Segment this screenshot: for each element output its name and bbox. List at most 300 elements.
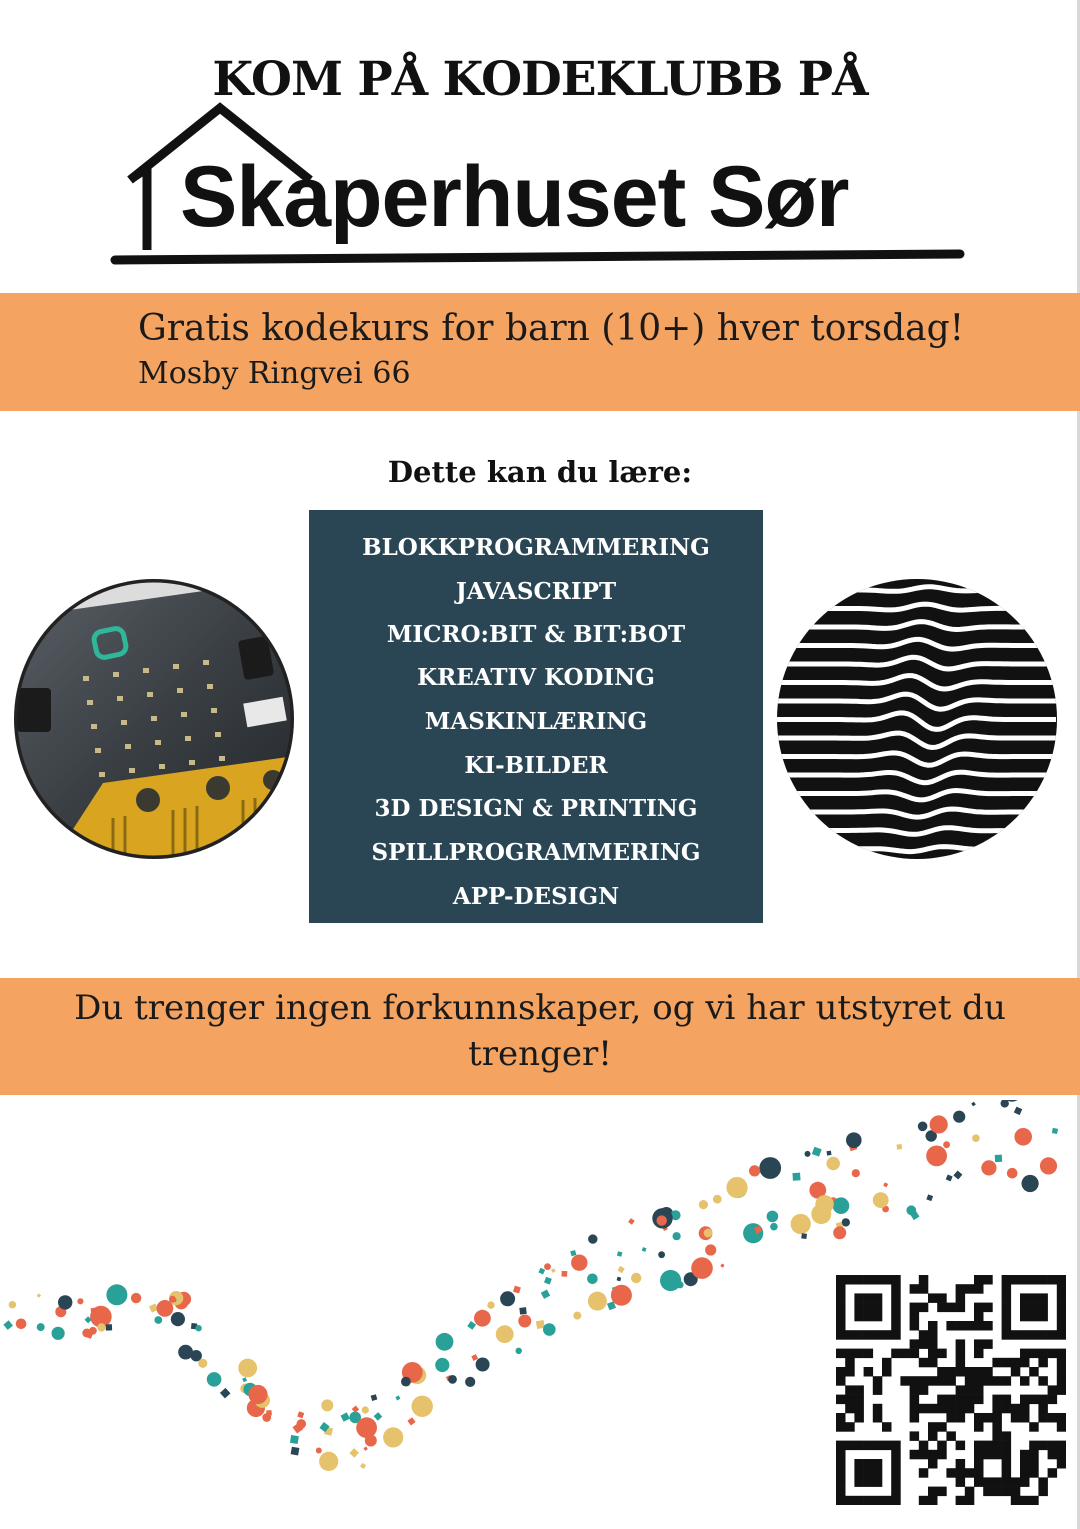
qr-module	[1002, 1293, 1012, 1303]
qr-module	[1002, 1468, 1012, 1478]
qr-module	[854, 1275, 864, 1285]
qr-module	[946, 1321, 956, 1331]
confetti-dot	[9, 1301, 16, 1308]
confetti-dot	[538, 1268, 545, 1275]
confetti-dot	[1022, 1175, 1039, 1192]
qr-module	[919, 1376, 929, 1386]
logo-name: Skaperhuset Sør	[180, 149, 849, 245]
qr-module	[956, 1468, 966, 1478]
confetti-dot	[1040, 1157, 1057, 1174]
confetti-dot	[496, 1325, 514, 1343]
headline: KOM PÅ KODEKLUBB PÅ	[212, 52, 868, 107]
qr-module	[1011, 1496, 1021, 1505]
qr-module	[836, 1477, 846, 1487]
qr-module	[1002, 1487, 1012, 1497]
qr-module	[919, 1496, 929, 1505]
qr-code[interactable]	[836, 1275, 1066, 1505]
qr-module	[836, 1413, 846, 1423]
qr-module	[1029, 1330, 1039, 1340]
confetti-dot	[617, 1251, 622, 1256]
qr-module	[1029, 1422, 1039, 1432]
confetti-dot	[926, 1194, 933, 1201]
qr-module	[910, 1284, 920, 1294]
qr-module	[882, 1358, 892, 1368]
confetti-dot	[297, 1411, 304, 1418]
qr-module	[873, 1468, 883, 1478]
qr-module	[1020, 1450, 1030, 1460]
qr-module	[891, 1487, 901, 1497]
confetti-dot	[573, 1312, 581, 1320]
qr-module	[836, 1376, 846, 1386]
qr-module	[1038, 1477, 1048, 1487]
qr-module	[983, 1413, 993, 1423]
qr-module	[854, 1293, 864, 1303]
qr-module	[946, 1468, 956, 1478]
qr-module	[937, 1376, 947, 1386]
qr-module	[882, 1330, 892, 1340]
qr-module	[1029, 1293, 1039, 1303]
qr-module	[965, 1284, 975, 1294]
qr-module	[1020, 1468, 1030, 1478]
confetti-dot	[1014, 1107, 1023, 1116]
qr-module	[845, 1358, 855, 1368]
confetti-dot	[412, 1396, 433, 1417]
qr-module	[1057, 1450, 1066, 1460]
qr-module	[974, 1303, 984, 1313]
qr-module	[873, 1385, 883, 1395]
qr-module	[992, 1395, 1002, 1405]
qr-module	[1011, 1367, 1021, 1377]
qr-module	[891, 1441, 901, 1451]
qr-module	[873, 1275, 883, 1285]
confetti-dot	[401, 1377, 411, 1387]
qr-module	[1038, 1413, 1048, 1423]
qr-module	[1020, 1477, 1030, 1487]
qr-module	[1038, 1441, 1048, 1451]
confetti-dot	[198, 1359, 207, 1368]
qr-module	[836, 1349, 846, 1359]
qr-module	[1048, 1450, 1058, 1460]
confetti-dot	[846, 1132, 862, 1148]
qr-module	[836, 1275, 846, 1285]
qr-module	[882, 1367, 892, 1377]
qr-module	[1020, 1349, 1030, 1359]
qr-module	[1029, 1303, 1039, 1313]
confetti-dot	[797, 1226, 803, 1232]
qr-module	[983, 1441, 993, 1451]
qr-module	[956, 1477, 966, 1487]
qr-module	[854, 1496, 864, 1505]
qr-module	[900, 1376, 910, 1386]
confetti-dot	[658, 1251, 665, 1258]
qr-module	[845, 1275, 855, 1285]
confetti-dot	[37, 1323, 45, 1331]
qr-module	[974, 1477, 984, 1487]
qr-module	[864, 1293, 874, 1303]
qr-module	[854, 1330, 864, 1340]
confetti-dot	[37, 1293, 41, 1297]
qr-module	[992, 1431, 1002, 1441]
confetti-dot	[356, 1417, 377, 1438]
qr-module	[1002, 1312, 1012, 1322]
qr-module	[845, 1404, 855, 1414]
qr-module	[1020, 1275, 1030, 1285]
confetti-dot	[1007, 1168, 1018, 1179]
qr-module	[891, 1303, 901, 1313]
qr-module	[1048, 1395, 1058, 1405]
qr-module	[1038, 1487, 1048, 1497]
qr-module	[1057, 1367, 1066, 1377]
wave-line	[776, 587, 1056, 592]
qr-module	[983, 1321, 993, 1331]
qr-module	[1020, 1395, 1030, 1405]
qr-module	[974, 1367, 984, 1377]
qr-module	[946, 1395, 956, 1405]
qr-module	[873, 1312, 883, 1322]
qr-module	[928, 1293, 938, 1303]
qr-module	[1020, 1376, 1030, 1386]
qr-module	[836, 1441, 846, 1451]
qr-module	[956, 1441, 966, 1451]
qr-module	[919, 1339, 929, 1349]
qr-module	[910, 1431, 920, 1441]
qr-module	[854, 1413, 864, 1423]
qr-module	[974, 1468, 984, 1478]
qr-module	[1048, 1385, 1058, 1395]
qr-module	[836, 1321, 846, 1331]
confetti-dot	[918, 1122, 928, 1132]
confetti-dot	[500, 1291, 515, 1306]
qr-module	[928, 1487, 938, 1497]
confetti-dot	[360, 1463, 366, 1469]
qr-module	[983, 1367, 993, 1377]
confetti-dot	[926, 1146, 947, 1167]
qr-module	[882, 1422, 892, 1432]
qr-module	[974, 1312, 984, 1322]
qr-module	[928, 1330, 938, 1340]
qr-module	[919, 1303, 929, 1313]
confetti-dot	[660, 1270, 681, 1291]
qr-module	[891, 1496, 901, 1505]
qr-module	[864, 1303, 874, 1313]
qr-module	[910, 1385, 920, 1395]
qr-module	[919, 1441, 929, 1451]
confetti-dot	[266, 1410, 272, 1416]
qr-module	[1038, 1404, 1048, 1414]
qr-module	[1057, 1293, 1066, 1303]
confetti-dot	[897, 1144, 903, 1150]
confetti-dot	[476, 1358, 490, 1372]
qr-module	[864, 1367, 874, 1377]
qr-module	[983, 1275, 993, 1285]
qr-module	[836, 1330, 846, 1340]
qr-module	[1057, 1275, 1066, 1285]
confetti-dot	[826, 1151, 831, 1156]
qr-module	[937, 1367, 947, 1377]
qr-module	[1020, 1330, 1030, 1340]
confetti-dot	[812, 1147, 822, 1157]
qr-module	[873, 1496, 883, 1505]
confetti-dot	[981, 1160, 996, 1175]
qr-module	[928, 1431, 938, 1441]
qr-module	[956, 1284, 966, 1294]
qr-module	[1002, 1376, 1012, 1386]
topic-item: 3D DESIGN & PRINTING	[374, 795, 698, 822]
topic-item: KREATIV KODING	[417, 664, 655, 691]
qr-module	[1057, 1376, 1066, 1386]
qr-module	[956, 1321, 966, 1331]
confetti-dot	[362, 1406, 369, 1413]
confetti-dot	[571, 1255, 587, 1271]
qr-module	[974, 1349, 984, 1359]
qr-module	[891, 1284, 901, 1294]
qr-module	[937, 1487, 947, 1497]
qr-module	[1020, 1459, 1030, 1469]
qr-module	[836, 1367, 846, 1377]
qr-module	[1002, 1321, 1012, 1331]
confetti-dot	[467, 1321, 476, 1330]
confetti-dot	[541, 1289, 550, 1298]
qr-module	[836, 1496, 846, 1505]
qr-module	[1057, 1358, 1066, 1368]
qr-module	[836, 1450, 846, 1460]
confetti-dot	[171, 1312, 185, 1326]
qr-module	[891, 1321, 901, 1331]
qr-module	[1048, 1468, 1058, 1478]
confetti-dot	[883, 1182, 888, 1187]
confetti-dot	[238, 1359, 257, 1378]
qr-module	[864, 1459, 874, 1469]
qr-module	[891, 1459, 901, 1469]
confetti-dot	[319, 1452, 338, 1471]
qr-module	[864, 1312, 874, 1322]
qr-module	[845, 1395, 855, 1405]
qr-module	[836, 1312, 846, 1322]
confetti-dot	[726, 1177, 747, 1198]
qr-module	[1038, 1303, 1048, 1313]
qr-module	[891, 1349, 901, 1359]
confetti-dot	[340, 1412, 349, 1421]
confetti-dot	[833, 1197, 850, 1214]
qr-module	[1020, 1312, 1030, 1322]
confetti-dot	[588, 1292, 607, 1311]
qr-module	[1029, 1367, 1039, 1377]
confetti-dot	[587, 1274, 598, 1285]
confetti-dot	[290, 1435, 299, 1444]
qr-module	[845, 1441, 855, 1451]
confetti-dot	[792, 1173, 800, 1181]
confetti-dot	[551, 1268, 556, 1273]
confetti-dot	[544, 1263, 551, 1270]
confetti-dot	[242, 1377, 247, 1382]
confetti-dot	[673, 1232, 681, 1240]
qr-module	[1002, 1477, 1012, 1487]
confetti-dot	[699, 1200, 708, 1209]
wave-lines-circle	[776, 578, 1058, 860]
confetti-dot	[946, 1175, 953, 1182]
qr-module	[873, 1303, 883, 1313]
qr-module	[910, 1303, 920, 1313]
qr-module	[974, 1413, 984, 1423]
confetti-dot	[972, 1134, 980, 1142]
qr-module	[864, 1496, 874, 1505]
qr-module	[864, 1441, 874, 1451]
qr-module	[1048, 1441, 1058, 1451]
qr-module	[919, 1468, 929, 1478]
qr-module	[1011, 1477, 1021, 1487]
confetti-dot	[207, 1372, 222, 1387]
confetti-dot	[474, 1310, 491, 1327]
confetti-dot	[291, 1447, 300, 1456]
qr-module	[1048, 1275, 1058, 1285]
confetti-dot	[906, 1205, 916, 1215]
qr-module	[1057, 1321, 1066, 1331]
qr-module	[1057, 1413, 1066, 1423]
topic-item: BLOKKPROGRAMMERING	[362, 534, 710, 561]
confetti-dot	[713, 1195, 722, 1204]
qr-module	[891, 1477, 901, 1487]
confetti-dot	[570, 1250, 576, 1256]
confetti-dot	[770, 1223, 778, 1231]
qr-module	[965, 1496, 975, 1505]
confetti-dot	[3, 1320, 13, 1330]
confetti-dot	[617, 1277, 622, 1282]
qr-module	[1038, 1376, 1048, 1386]
qr-module	[928, 1321, 938, 1331]
qr-module	[854, 1477, 864, 1487]
qr-module	[864, 1468, 874, 1478]
qr-module	[1002, 1459, 1012, 1469]
qr-module	[992, 1450, 1002, 1460]
qr-module	[937, 1422, 947, 1432]
qr-module	[965, 1376, 975, 1386]
qr-module	[910, 1312, 920, 1322]
qr-module	[854, 1468, 864, 1478]
qr-module	[928, 1404, 938, 1414]
topic-item: MASKINLÆRING	[424, 708, 648, 735]
qr-module	[992, 1487, 1002, 1497]
qr-module	[956, 1459, 966, 1469]
qr-module	[1002, 1395, 1012, 1405]
qr-module	[965, 1468, 975, 1478]
qr-module	[873, 1376, 883, 1386]
qr-module	[992, 1376, 1002, 1386]
qr-module	[1038, 1395, 1048, 1405]
qr-module	[919, 1358, 929, 1368]
confetti-dot	[677, 1281, 684, 1288]
qr-module	[910, 1376, 920, 1386]
qr-module	[1002, 1275, 1012, 1285]
confetti-dot	[371, 1394, 378, 1401]
qr-module	[974, 1376, 984, 1386]
qr-module	[1057, 1303, 1066, 1313]
confetti-dot	[852, 1169, 860, 1177]
qr-module	[946, 1431, 956, 1441]
confetti-dot	[321, 1399, 333, 1411]
qr-module	[1020, 1293, 1030, 1303]
qr-module	[882, 1496, 892, 1505]
microbit-board-photo	[13, 578, 295, 860]
info-main-text: Gratis kodekurs for barn (10+) hver torsdag!	[138, 308, 965, 349]
confetti-dot	[617, 1266, 624, 1273]
qr-module	[836, 1487, 846, 1497]
qr-module	[937, 1349, 947, 1359]
qr-module	[956, 1385, 966, 1395]
qr-module	[845, 1330, 855, 1340]
qr-module	[1020, 1404, 1030, 1414]
info-address: Mosby Ringvei 66	[138, 356, 411, 391]
confetti-dot	[628, 1218, 635, 1225]
qr-module	[854, 1404, 864, 1414]
qr-module	[965, 1321, 975, 1331]
qr-module	[1029, 1468, 1039, 1478]
qr-module	[1057, 1422, 1066, 1432]
qr-module	[1002, 1303, 1012, 1313]
qr-module	[1029, 1395, 1039, 1405]
topic-item: SPILLPROGRAMMERING	[371, 839, 701, 866]
qr-module	[845, 1367, 855, 1377]
qr-module	[928, 1376, 938, 1386]
qr-module	[891, 1468, 901, 1478]
confetti-dot	[943, 1141, 950, 1148]
qr-module	[928, 1450, 938, 1460]
qr-module	[956, 1349, 966, 1359]
qr-module	[882, 1275, 892, 1285]
confetti-dot	[58, 1295, 72, 1309]
qr-module	[946, 1367, 956, 1377]
qr-module	[1011, 1275, 1021, 1285]
qr-module	[937, 1441, 947, 1451]
confetti-dot	[691, 1257, 713, 1279]
qr-module	[1057, 1349, 1066, 1359]
confetti-dot	[842, 1218, 850, 1226]
confetti-dot	[930, 1115, 948, 1133]
confetti-dot	[352, 1405, 359, 1412]
qr-module	[974, 1321, 984, 1331]
qr-module	[891, 1450, 901, 1460]
confetti-dot	[518, 1315, 531, 1328]
qr-module	[965, 1487, 975, 1497]
qr-module	[928, 1422, 938, 1432]
confetti-dot	[407, 1417, 415, 1425]
qr-module	[910, 1450, 920, 1460]
confetti-dot	[435, 1358, 449, 1372]
qr-module	[1002, 1284, 1012, 1294]
confetti-dot	[833, 1226, 846, 1239]
qr-module	[1038, 1312, 1048, 1322]
qr-module	[956, 1358, 966, 1368]
confetti-dot	[720, 1264, 724, 1268]
qr-module	[1020, 1358, 1030, 1368]
qr-module	[1029, 1459, 1039, 1469]
qr-module	[1002, 1404, 1012, 1414]
confetti-dot	[220, 1388, 231, 1399]
qr-module	[983, 1376, 993, 1386]
qr-module	[1057, 1284, 1066, 1294]
confetti-dot	[561, 1271, 567, 1277]
qr-module	[1002, 1330, 1012, 1340]
qr-module	[1057, 1330, 1066, 1340]
qr-module	[974, 1275, 984, 1285]
qr-module	[1038, 1358, 1048, 1368]
confetti-dot	[169, 1296, 176, 1303]
qr-module	[1002, 1450, 1012, 1460]
qr-module	[937, 1450, 947, 1460]
confetti-dot	[349, 1448, 359, 1458]
confetti-dot	[588, 1234, 597, 1243]
confetti-dot	[743, 1223, 763, 1243]
qr-module	[992, 1358, 1002, 1368]
